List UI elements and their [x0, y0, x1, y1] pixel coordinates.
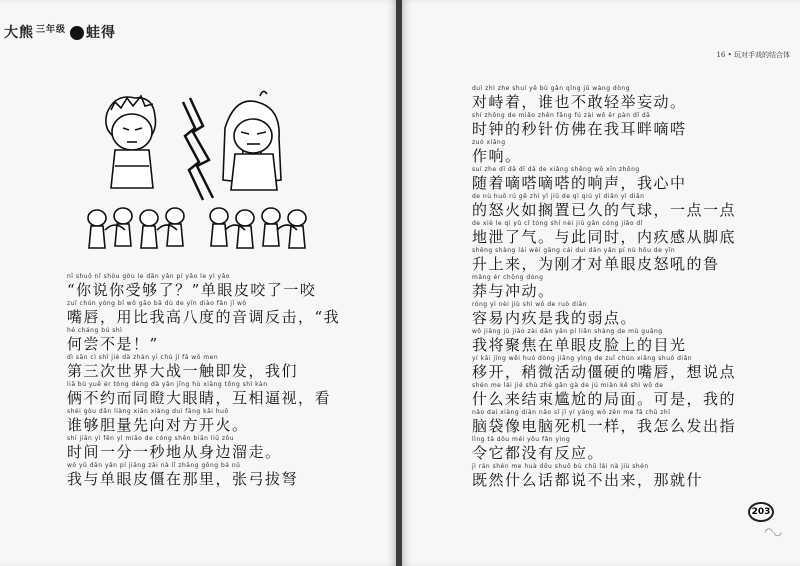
right-page-text: [472, 85, 757, 490]
text-line: [472, 247, 757, 274]
pinyin: suí zhe dī dā dī dā de xiǎng shēng wǒ xīn zhōng: [472, 166, 640, 173]
pinyin: nǐ shuō nǐ shòu gòu le dān yǎn pí yǎo le yì yǎo: [67, 273, 230, 280]
hanzi: 我与单眼皮僵在那里，张弓拔弩: [67, 470, 299, 488]
pinyin: shén me lái jié shù zhè gān gà de jú miàn kě shì wǒ de: [472, 382, 664, 389]
text-line: [472, 355, 757, 382]
hanzi: 作响。: [472, 147, 522, 165]
pinyin: duì zhì zhe shuí yě bù gǎn qīng jǔ wàng dòng: [472, 85, 630, 92]
pinyin: róng yì nèi jiù shì wǒ de ruò diǎn: [472, 301, 587, 308]
text-line: [472, 166, 757, 193]
book-title-part3: 蛙得: [86, 25, 117, 41]
hanzi: 移开，稍微活动僵硬的嘴唇，想说点: [472, 363, 737, 381]
hanzi: 什么来结束尴尬的局面。可是，我的: [472, 390, 737, 408]
hanzi: 俩不约而同瞪大眼睛，互相逼视，看: [67, 389, 332, 407]
pinyin: shí zhōng de miǎo zhēn fǎng fú zài wǒ ěr pàn dī dā: [472, 112, 651, 119]
hanzi: 第三次世界大战一触即发，我们: [67, 362, 299, 380]
text-line: [67, 273, 362, 300]
pinyin: de xiè le qì yǔ cǐ tóng shí nèi jiù gǎn cóng jiǎo dǐ: [472, 220, 643, 227]
pinyin: wǒ yǔ dān yǎn pí jiāng zài nà lǐ zhāng gōng bá nǔ: [67, 462, 241, 469]
hanzi: 时间一分一秒地从身边溜走。: [67, 443, 282, 461]
left-page-text: [67, 273, 362, 489]
page-number: 203: [748, 502, 774, 522]
text-line: [67, 435, 362, 462]
book-title-part1: 大熊: [4, 25, 34, 41]
hanzi: “你说你受够了？”单眼皮咬了一咬: [67, 281, 317, 299]
pinyin: zuò xiǎng: [472, 139, 506, 146]
pinyin: dì sān cì shì jiè dà zhàn yì chù jí fā wǒ men: [67, 354, 219, 361]
text-line: [67, 327, 362, 354]
text-line: [472, 436, 757, 463]
text-line: [472, 139, 757, 166]
hanzi: 升上来，为刚才对单眼皮怒吼的鲁: [472, 255, 720, 273]
hanzi: 既然什么话都说不出来，那就什: [472, 471, 704, 489]
text-line: [472, 382, 757, 409]
hanzi: 的怒火如搁置已久的气球，一点一点: [472, 201, 737, 219]
hanzi: 令它都没有反应。: [472, 444, 605, 462]
hanzi: 何尝不是！”: [67, 335, 159, 353]
cartoon-illustration: [85, 88, 315, 258]
text-line: [472, 85, 757, 112]
pinyin: shí jiān yì fēn yì miǎo de cóng shēn biān liū zǒu: [67, 435, 235, 442]
hanzi: 我将聚焦在单眼皮脸上的目光: [472, 336, 687, 354]
text-line: [67, 408, 362, 435]
left-page: [0, 0, 396, 566]
hanzi: 谁够胆量先向对方开火。: [67, 416, 249, 434]
text-line: [472, 463, 757, 490]
pinyin: nǎo dai xiàng diàn nǎo sǐ jī yí yàng wǒ zěn me fā chū zhǐ: [472, 409, 671, 416]
text-line: [472, 301, 757, 328]
text-line: [472, 409, 757, 436]
pinyin: de nù huǒ rú gē zhì yǐ jiǔ de qì qiú yì diǎn yì diǎn: [472, 193, 645, 200]
hanzi: 嘴唇，用比我高八度的音调反击，“我: [67, 308, 341, 326]
hanzi: 随着嘀嗒嘀嗒的响声，我心中: [472, 174, 687, 192]
text-line: [472, 193, 757, 220]
text-line: [472, 274, 757, 301]
pinyin: yí kāi jīng wēi huó dòng jiāng yìng de zuǐ chún xiǎng shuō diǎn: [472, 355, 693, 362]
hanzi: 脑袋像电脑死机一样，我怎么发出指: [472, 417, 737, 435]
book-title-part2: 三年级: [36, 25, 67, 35]
page-corner-deco-icon: ◠◡: [764, 527, 782, 538]
pinyin: wǒ jiāng jù jiāo zài dān yǎn pí liǎn shàng de mù guāng: [472, 328, 663, 335]
hanzi: 莽与冲动。: [472, 282, 555, 300]
pinyin: hé cháng bú shì: [67, 327, 123, 334]
hanzi: 容易内疚是我的弱点。: [472, 309, 638, 327]
hanzi: 对峙着，谁也不敢轻举妄动。: [472, 93, 687, 111]
pinyin: zuǐ chún yòng bǐ wǒ gāo bā dù de yīn diào fǎn jī wǒ: [67, 300, 247, 307]
text-line: [472, 328, 757, 355]
pinyin: liǎ bù yuē ér tóng dèng dà yǎn jīng hù xiāng tōng shì kàn: [67, 381, 268, 388]
right-page: [402, 0, 800, 566]
pinyin: jì rán shén me huà dōu shuō bù chū lái nà jiù shén: [472, 463, 649, 470]
hanzi: 时钟的秒针仿佛在我耳畔嘀嗒: [472, 120, 687, 138]
hanzi: 地泄了气。与此同时，内疚感从脚底: [472, 228, 737, 246]
text-line: [472, 220, 757, 247]
book-title-logo: [4, 22, 116, 42]
text-line: [67, 462, 362, 489]
pinyin: shēng shàng lái wèi gāng cái duì dān yǎn pí nù hǒu de yīn: [472, 247, 676, 254]
logo-dot-icon: [70, 26, 84, 40]
running-header: 16 • 玩对手戏的结合体: [716, 51, 790, 59]
pinyin: mǎng ér chōng dòng: [472, 274, 544, 281]
pinyin: shéi gòu dǎn liàng xiān xiàng duì fāng kāi huǒ: [67, 408, 229, 415]
text-line: [67, 300, 362, 327]
text-line: [472, 112, 757, 139]
text-line: [67, 354, 362, 381]
pinyin: lìng tā dōu méi yǒu fǎn yìng: [472, 436, 571, 443]
text-line: [67, 381, 362, 408]
